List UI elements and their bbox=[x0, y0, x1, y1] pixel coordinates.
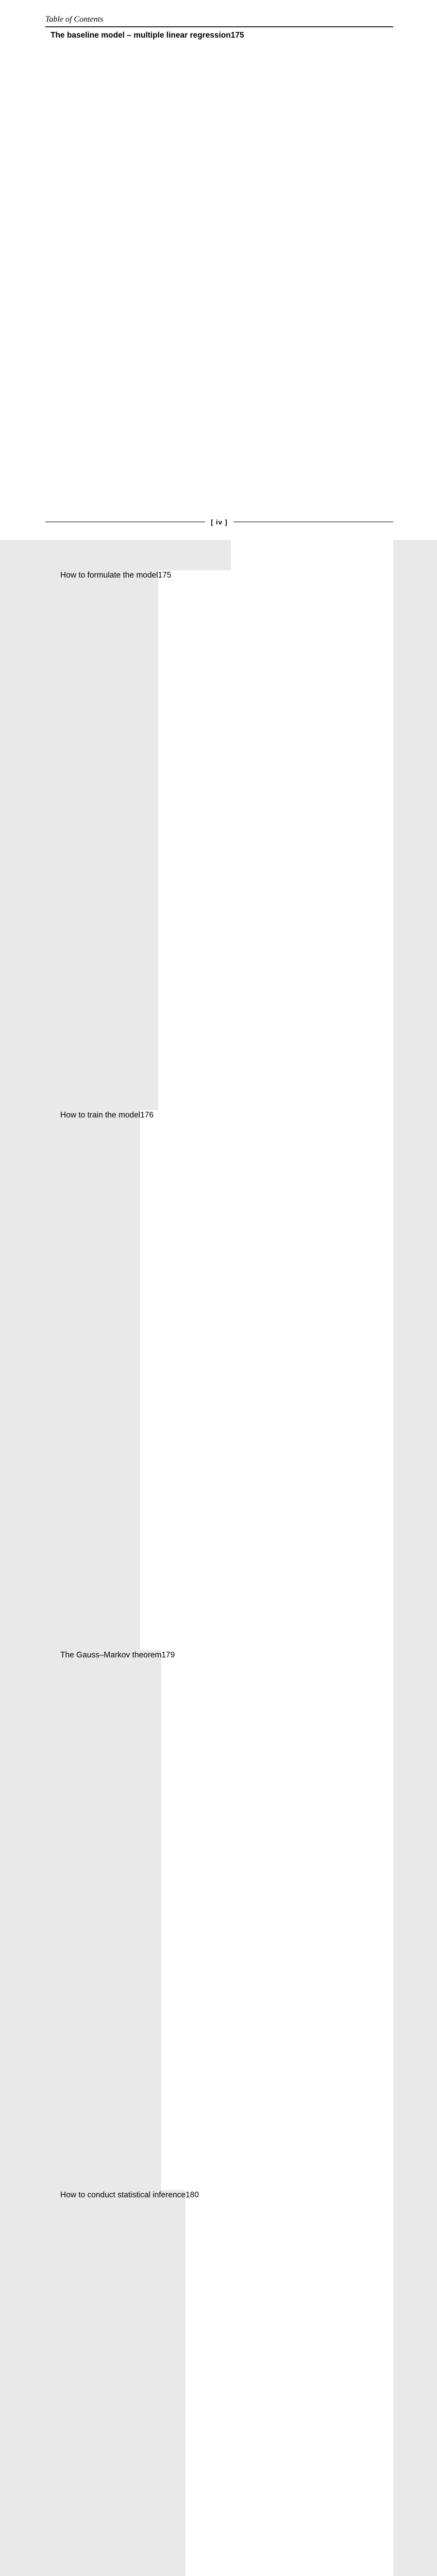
toc-entry-page-number: 176 bbox=[140, 1110, 393, 1650]
toc-entry-title: The baseline model – multiple linear regression bbox=[51, 31, 231, 40]
toc-entry-title: How to conduct statistical inference bbox=[60, 2191, 186, 2199]
toc-entry bbox=[45, 1110, 393, 1650]
footer-rule-left bbox=[45, 521, 205, 522]
toc-entry-title: The Gauss–Markov theorem bbox=[60, 1651, 162, 1659]
toc-entry-page-number: 175 bbox=[158, 570, 393, 1110]
toc-entry bbox=[45, 1650, 393, 2190]
toc-entry-page-number: 175 bbox=[231, 30, 393, 570]
toc-entry-page-number: 180 bbox=[186, 2190, 393, 2576]
page-number-label: [ iv ] bbox=[211, 518, 228, 526]
table-of-contents bbox=[45, 30, 393, 2576]
page-footer bbox=[45, 517, 393, 527]
toc-entry-title: How to train the model bbox=[60, 1111, 141, 1120]
toc-entry bbox=[45, 30, 393, 570]
toc-entry bbox=[45, 570, 393, 1110]
running-header: Table of Contents bbox=[45, 14, 393, 27]
toc-entry-page-number: 179 bbox=[161, 1650, 393, 2190]
toc-entry bbox=[45, 2190, 393, 2576]
toc-entry-title: How to formulate the model bbox=[60, 571, 158, 580]
footer-rule-right bbox=[233, 521, 393, 522]
